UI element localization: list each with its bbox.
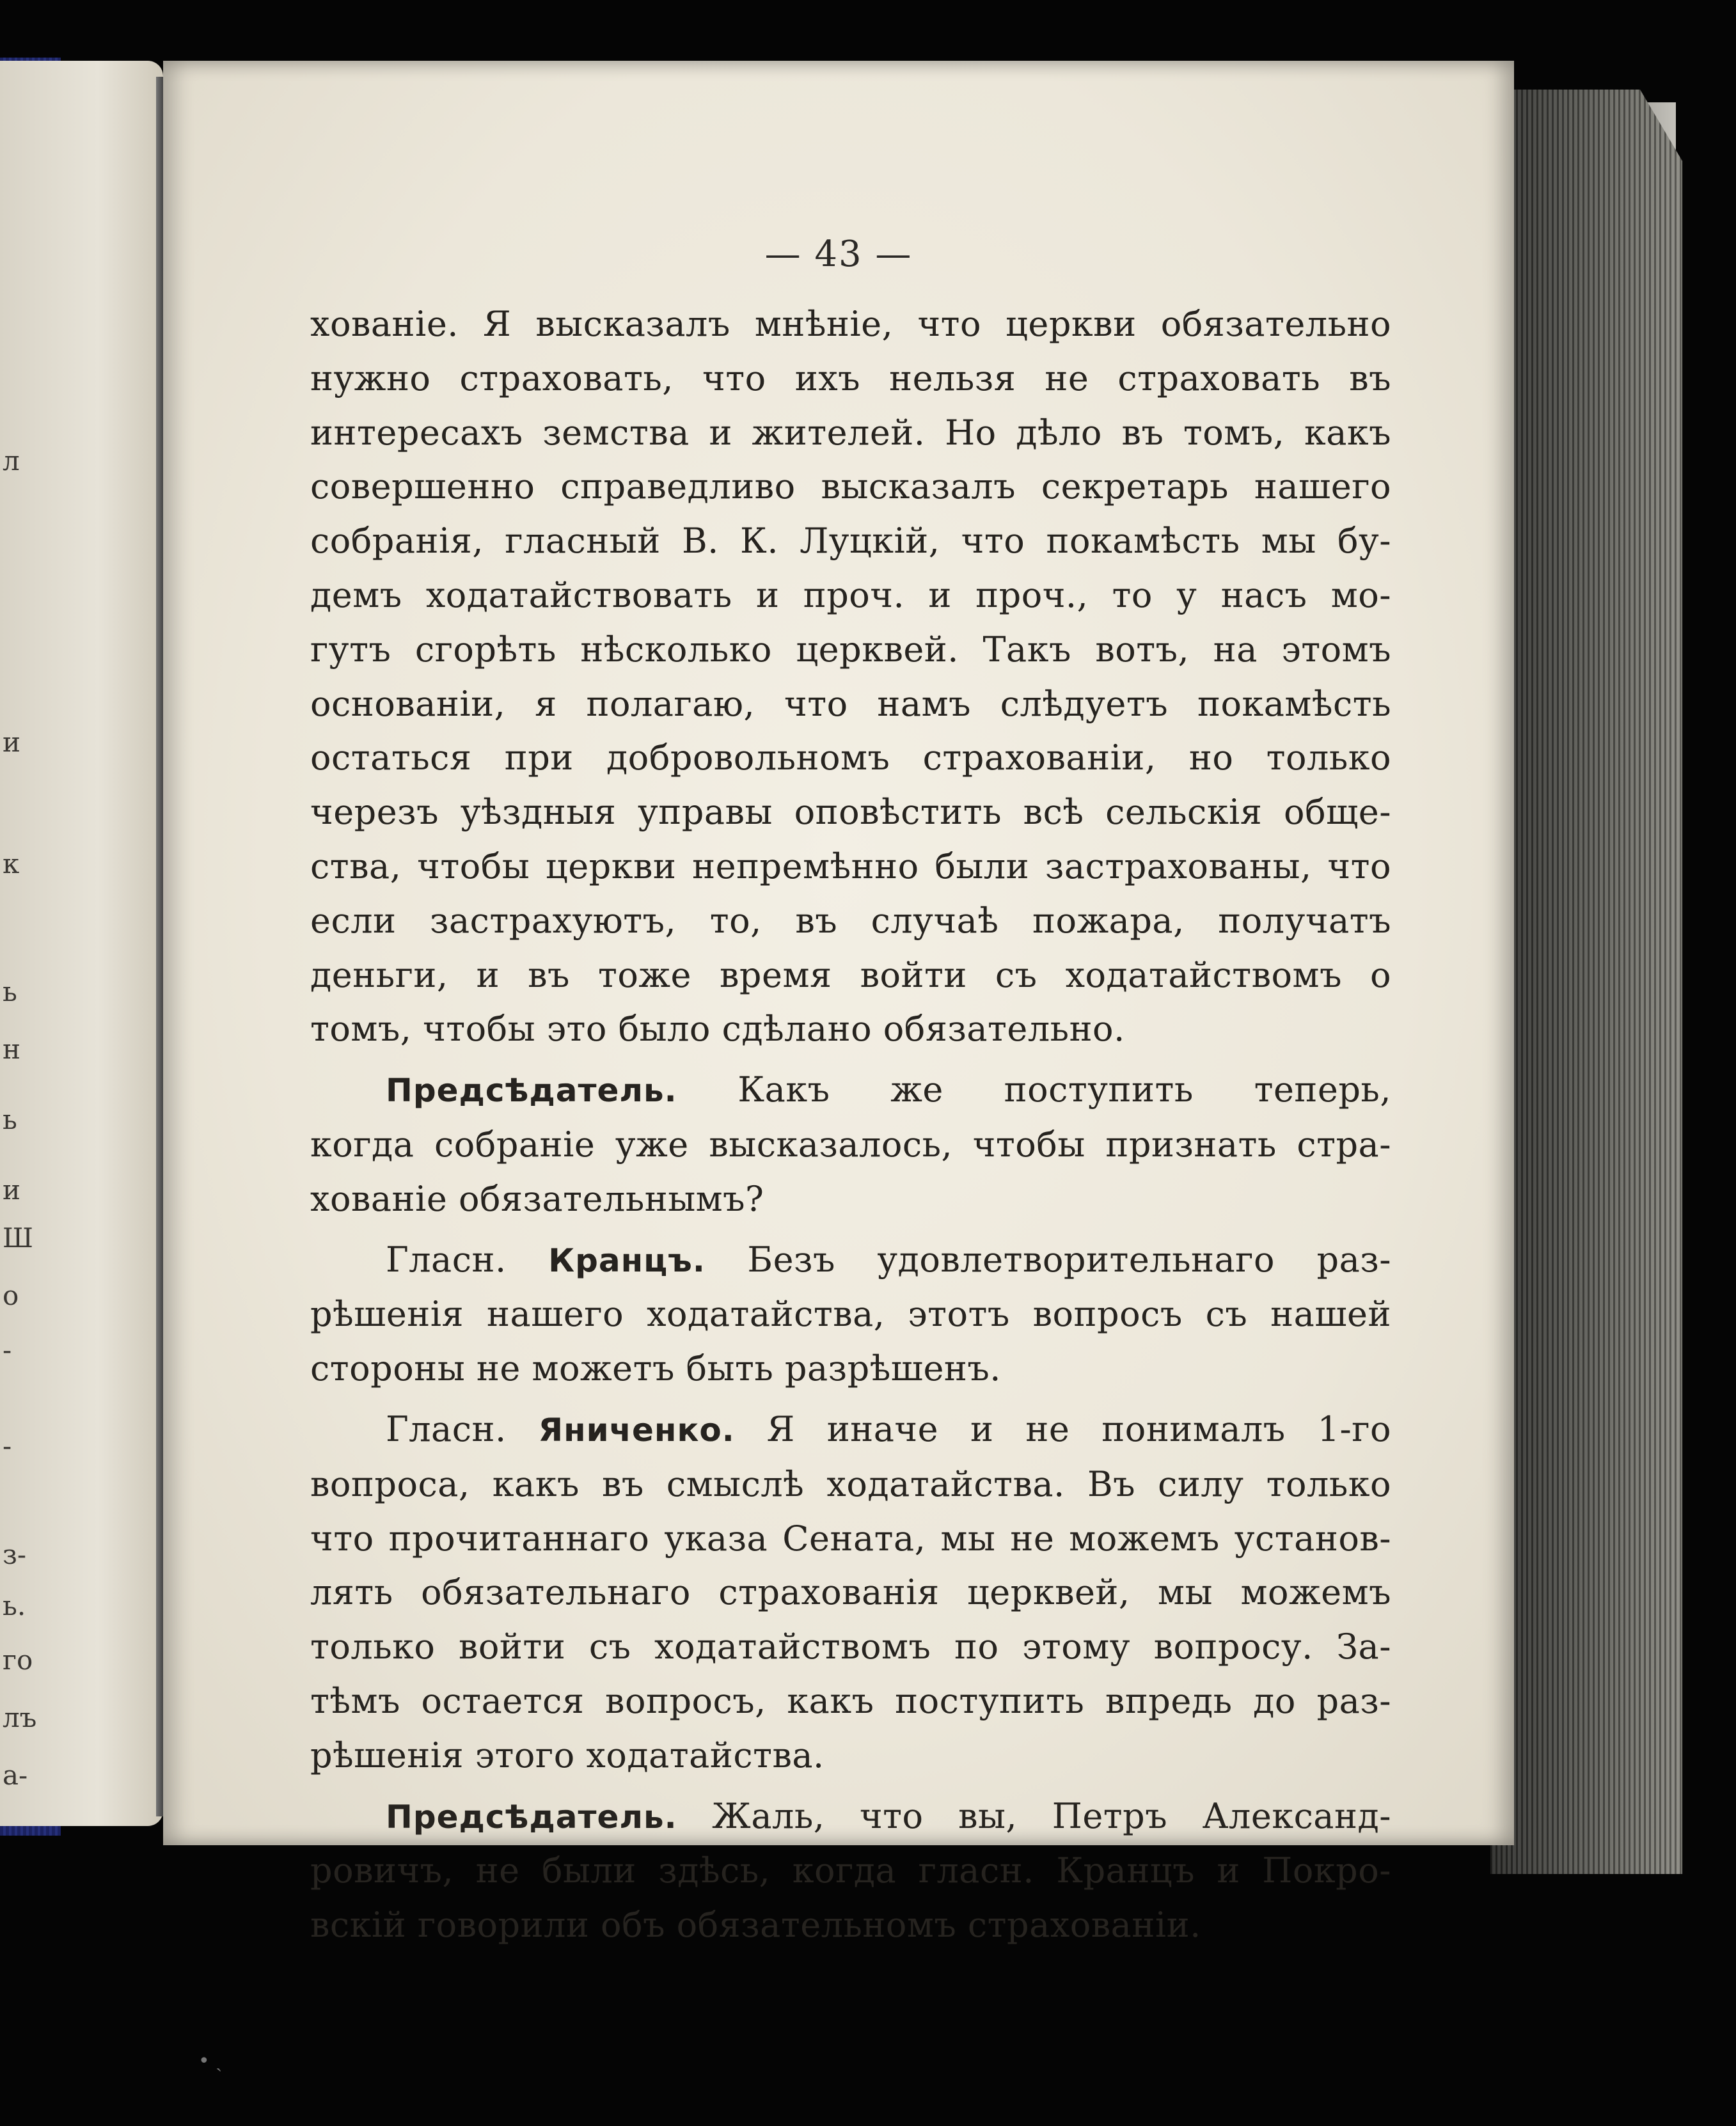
page-edges xyxy=(1490,90,1682,1874)
page-number: — 43 — xyxy=(764,233,913,275)
left-margin-fragment: н xyxy=(3,1034,20,1065)
speck-marks: • ˎ xyxy=(198,2050,223,2072)
text-line xyxy=(310,1233,1391,1288)
text-line xyxy=(310,731,1391,785)
left-margin-fragment: и xyxy=(3,727,20,758)
line-text: рѣшенія этого ходатайства. xyxy=(310,1735,825,1776)
left-margin-fragment: о xyxy=(3,1280,19,1311)
line-text: интересахъ земства и жителей. Но дѣло въ томъ, какъ xyxy=(310,412,1391,453)
line-text: вскій говорили объ обязательномъ страхованіи. xyxy=(310,1905,1201,1946)
line-text: черезъ уѣздныя управы оповѣстить всѣ сельскія обще- xyxy=(310,792,1391,833)
left-margin-fragment: к xyxy=(3,848,20,879)
text-line xyxy=(310,1458,1391,1512)
left-margin-fragment: а- xyxy=(3,1760,28,1791)
line-text: ровичъ, не были здѣсь, когда гласн. Кранцъ и Покро- xyxy=(310,1850,1391,1891)
text-line xyxy=(310,1172,1391,1227)
text-line xyxy=(310,623,1391,677)
paragraph-gap xyxy=(310,1396,1391,1403)
speaker-name: Предсѣдатель. xyxy=(386,1798,677,1836)
text-line xyxy=(310,460,1391,514)
line-text: если застрахуютъ, то, въ случаѣ пожара, получатъ xyxy=(310,900,1391,941)
page-text xyxy=(310,297,1391,1953)
text-line xyxy=(310,677,1391,732)
speaker-prefix: Гласн. xyxy=(386,1408,539,1449)
text-line xyxy=(310,297,1391,352)
paragraph-gap xyxy=(310,1227,1391,1233)
speaker-name: Яниченко. xyxy=(538,1411,735,1449)
line-text: только войти съ ходатайствомъ по этому вопросу. За- xyxy=(310,1626,1391,1667)
line-text: основаніи, я полагаю, что намъ слѣдуетъ покамѣсть xyxy=(310,683,1391,724)
text-line xyxy=(310,1790,1391,1845)
paragraph-gap xyxy=(310,1783,1391,1790)
text-line xyxy=(310,1287,1391,1342)
line-text: демъ ходатайствовать и проч. и проч., то у насъ мо- xyxy=(310,574,1391,615)
left-margin-fragment: го xyxy=(3,1644,33,1676)
paragraph-gap xyxy=(310,1057,1391,1063)
line-text: когда собраніе уже высказалось, чтобы признать стра- xyxy=(310,1124,1391,1165)
line-text: стороны не можетъ быть разрѣшенъ. xyxy=(310,1348,1001,1389)
line-text: рѣшенія нашего ходатайства, этотъ вопросъ съ нашей xyxy=(310,1294,1391,1335)
line-text: вопроса, какъ въ смыслѣ ходатайства. Въ силу только xyxy=(310,1463,1391,1504)
line-text: остаться при добровольномъ страхованіи, но только xyxy=(310,737,1391,778)
book-page xyxy=(163,61,1514,1946)
left-margin-fragment: ь xyxy=(3,1104,17,1135)
left-page xyxy=(0,61,163,1826)
text-line xyxy=(310,1118,1391,1172)
line-text: Жаль, что вы, Петръ Александ- xyxy=(677,1795,1391,1836)
line-text: лять обязательнаго страхованія церквей, мы можемъ xyxy=(310,1572,1391,1613)
speaker-prefix: Гласн. xyxy=(386,1239,549,1280)
text-line xyxy=(310,406,1391,461)
text-line xyxy=(310,514,1391,569)
speaker-name: Кранцъ. xyxy=(548,1241,706,1279)
left-margin-fragment: - xyxy=(3,1430,12,1461)
text-line xyxy=(310,949,1391,1003)
line-text: совершенно справедливо высказалъ секретарь нашего xyxy=(310,466,1391,507)
line-text: Безъ удовлетворительнаго раз- xyxy=(705,1239,1391,1280)
line-text: собранія, гласный В. К. Луцкій, что покамѣсть мы бу- xyxy=(310,521,1391,562)
text-line xyxy=(310,1566,1391,1620)
text-line xyxy=(310,894,1391,949)
line-text: нужно страховать, что ихъ нельзя не страховать въ xyxy=(310,358,1391,398)
left-margin-fragment: з- xyxy=(3,1539,27,1570)
left-margin-fragment: - xyxy=(3,1334,12,1366)
speaker-name: Предсѣдатель. xyxy=(386,1072,677,1110)
text-line xyxy=(310,569,1391,623)
text-line xyxy=(310,1063,1391,1118)
line-text: деньги, и въ тоже время войти съ ходатайствомъ о xyxy=(310,954,1391,995)
line-text: Какъ же поступить теперь, xyxy=(677,1069,1391,1110)
text-line xyxy=(310,1844,1391,1898)
text-line xyxy=(310,1674,1391,1729)
text-line xyxy=(310,785,1391,840)
left-margin-fragment: ь. xyxy=(3,1590,26,1621)
line-text: хованіе. Я высказалъ мнѣніе, что церкви обязательно xyxy=(310,304,1391,344)
text-line xyxy=(310,1898,1391,1953)
left-margin-fragment: л xyxy=(3,445,20,476)
text-line xyxy=(310,352,1391,406)
text-line xyxy=(310,1342,1391,1396)
left-margin-fragment: ь xyxy=(3,976,17,1007)
text-line xyxy=(310,1403,1391,1458)
text-line xyxy=(310,840,1391,894)
text-line xyxy=(310,1620,1391,1674)
text-line xyxy=(310,1729,1391,1783)
left-margin-fragment: Ш xyxy=(3,1222,33,1254)
line-text: хованіе обязательнымъ? xyxy=(310,1178,764,1219)
line-text: ства, чтобы церкви непремѣнно были застрахованы, что xyxy=(310,846,1391,886)
line-text: что прочитаннаго указа Сената, мы не можемъ установ- xyxy=(310,1518,1391,1559)
line-text: тѣмъ остается вопросъ, какъ поступить впредь до раз- xyxy=(310,1680,1391,1721)
line-text: томъ, чтобы это было сдѣлано обязательно. xyxy=(310,1009,1125,1050)
line-text: гутъ сгорѣть нѣсколько церквей. Такъ вотъ, на этомъ xyxy=(310,629,1391,670)
text-line xyxy=(310,1512,1391,1566)
left-margin-fragment: лъ xyxy=(3,1702,37,1733)
left-margin-fragment: и xyxy=(3,1174,20,1206)
text-line xyxy=(310,1002,1391,1057)
line-text: Я иначе и не понималъ 1-го xyxy=(734,1408,1391,1449)
